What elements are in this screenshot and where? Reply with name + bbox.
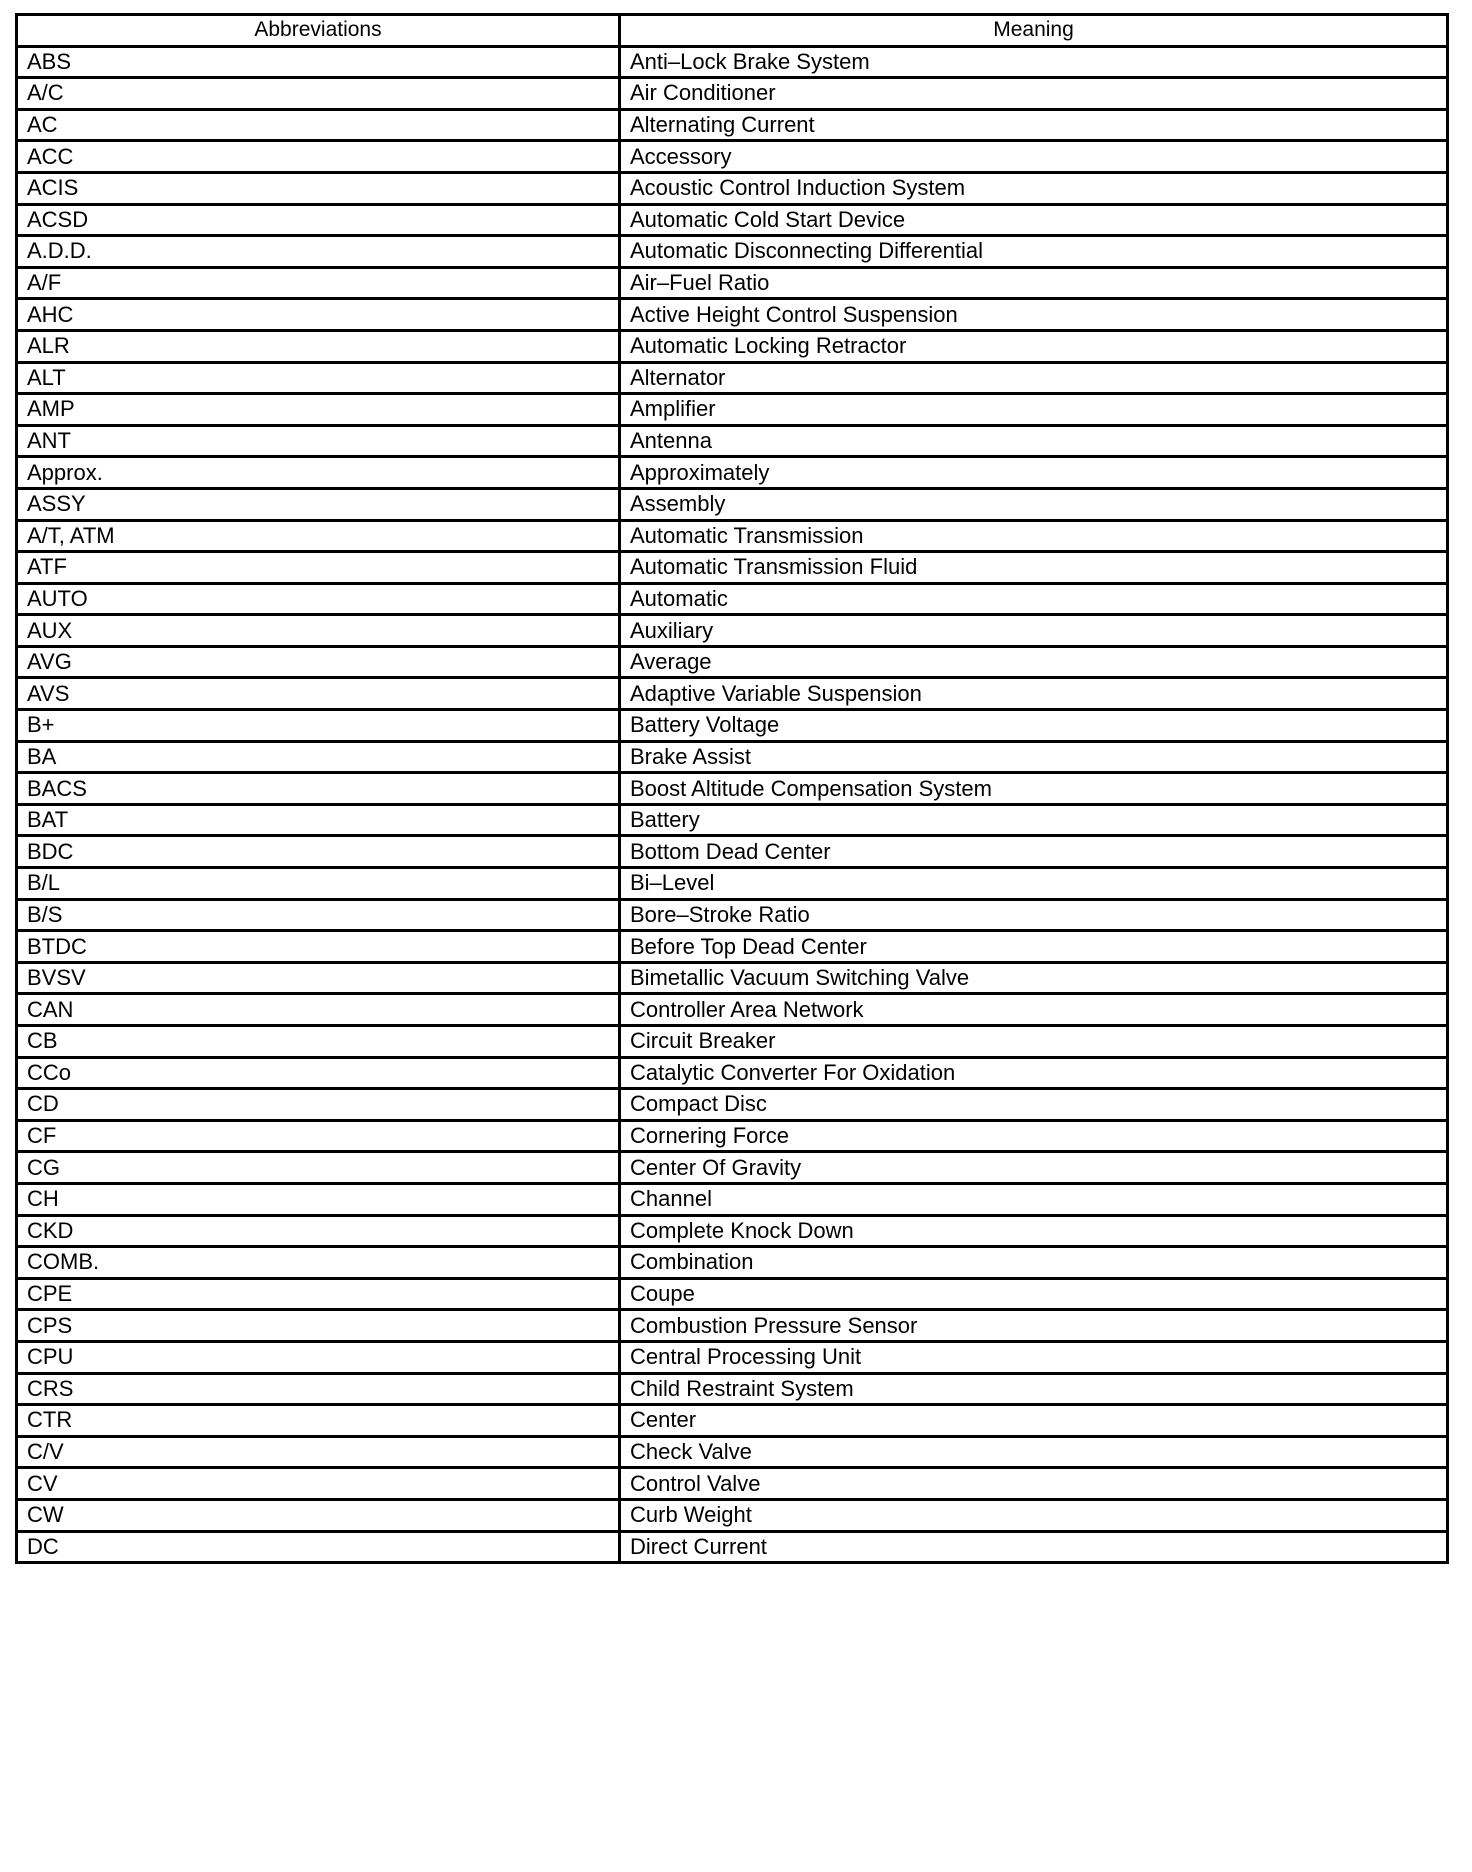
table-row (17, 204, 1448, 236)
meaning-cell: Alternator (620, 362, 1448, 394)
abbreviation-cell: A/C (17, 78, 620, 110)
abbreviation-cell: ACSD (17, 204, 620, 236)
meaning-cell: Before Top Dead Center (620, 931, 1448, 963)
table-row (17, 236, 1448, 268)
table-row (17, 1499, 1448, 1531)
table-row (17, 836, 1448, 868)
meaning-cell: Combination (620, 1247, 1448, 1279)
meaning-cell: Combustion Pressure Sensor (620, 1310, 1448, 1342)
meaning-cell: Acoustic Control Induction System (620, 172, 1448, 204)
abbreviation-cell: BTDC (17, 931, 620, 963)
table-row (17, 678, 1448, 710)
abbreviation-cell: DC (17, 1531, 620, 1563)
meaning-cell: Brake Assist (620, 741, 1448, 773)
abbreviation-cell: B/S (17, 899, 620, 931)
meaning-cell: Auxiliary (620, 615, 1448, 647)
abbreviation-cell: BVSV (17, 962, 620, 994)
abbreviation-cell: AVG (17, 646, 620, 678)
table-row (17, 1183, 1448, 1215)
table-row (17, 931, 1448, 963)
meaning-cell: Accessory (620, 141, 1448, 173)
abbreviation-cell: CV (17, 1468, 620, 1500)
table-row (17, 141, 1448, 173)
abbreviation-cell: CPU (17, 1341, 620, 1373)
meaning-cell: Assembly (620, 488, 1448, 520)
meaning-cell: Automatic (620, 583, 1448, 615)
meaning-cell: Boost Altitude Compensation System (620, 773, 1448, 805)
abbreviation-cell: A.D.D. (17, 236, 620, 268)
table-row (17, 552, 1448, 584)
table-row (17, 1373, 1448, 1405)
table-row (17, 488, 1448, 520)
table-row (17, 1026, 1448, 1058)
abbreviation-cell: AUTO (17, 583, 620, 615)
abbreviation-cell: B+ (17, 710, 620, 742)
table-row (17, 1152, 1448, 1184)
abbreviation-cell: CG (17, 1152, 620, 1184)
table-row (17, 394, 1448, 426)
table-row (17, 994, 1448, 1026)
table-row (17, 1405, 1448, 1437)
abbreviation-cell: BAT (17, 804, 620, 836)
meaning-cell: Battery Voltage (620, 710, 1448, 742)
meaning-cell: Average (620, 646, 1448, 678)
table-header-row (17, 15, 1448, 47)
table-row (17, 425, 1448, 457)
table-row (17, 804, 1448, 836)
abbreviation-cell: ALR (17, 330, 620, 362)
meaning-cell: Approximately (620, 457, 1448, 489)
meaning-cell: Automatic Transmission Fluid (620, 552, 1448, 584)
abbreviation-cell: ASSY (17, 488, 620, 520)
meaning-cell: Automatic Cold Start Device (620, 204, 1448, 236)
abbreviation-cell: CD (17, 1089, 620, 1121)
abbreviation-cell: CTR (17, 1405, 620, 1437)
meaning-cell: Compact Disc (620, 1089, 1448, 1121)
meaning-cell: Complete Knock Down (620, 1215, 1448, 1247)
meaning-cell: Central Processing Unit (620, 1341, 1448, 1373)
table-row (17, 78, 1448, 110)
table-row (17, 520, 1448, 552)
abbreviation-cell: AMP (17, 394, 620, 426)
table-row (17, 1057, 1448, 1089)
table-row (17, 267, 1448, 299)
table-row (17, 46, 1448, 78)
abbreviation-cell: CRS (17, 1373, 620, 1405)
abbreviations-table (15, 13, 1449, 1564)
meaning-cell: Controller Area Network (620, 994, 1448, 1026)
abbreviation-cell: CW (17, 1499, 620, 1531)
abbreviation-cell: CCo (17, 1057, 620, 1089)
abbreviation-cell: CKD (17, 1215, 620, 1247)
table-row (17, 1215, 1448, 1247)
table-row (17, 868, 1448, 900)
meaning-cell: Direct Current (620, 1531, 1448, 1563)
abbreviation-cell: ANT (17, 425, 620, 457)
table-row (17, 899, 1448, 931)
abbreviation-cell: CAN (17, 994, 620, 1026)
meaning-cell: Automatic Disconnecting Differential (620, 236, 1448, 268)
abbreviation-cell: ABS (17, 46, 620, 78)
abbreviation-cell: CH (17, 1183, 620, 1215)
abbreviation-cell: ATF (17, 552, 620, 584)
abbreviation-cell: AC (17, 109, 620, 141)
abbreviation-cell: A/F (17, 267, 620, 299)
meaning-cell: Amplifier (620, 394, 1448, 426)
meaning-cell: Circuit Breaker (620, 1026, 1448, 1058)
table-row (17, 109, 1448, 141)
table-row (17, 1120, 1448, 1152)
abbreviation-cell: ACIS (17, 172, 620, 204)
abbreviation-cell: CPS (17, 1310, 620, 1342)
abbreviation-cell: BA (17, 741, 620, 773)
meaning-cell: Automatic Transmission (620, 520, 1448, 552)
table-row (17, 1341, 1448, 1373)
meaning-cell: Air Conditioner (620, 78, 1448, 110)
meaning-cell: Curb Weight (620, 1499, 1448, 1531)
abbreviation-cell: CPE (17, 1278, 620, 1310)
abbreviation-cell: ALT (17, 362, 620, 394)
meaning-cell: Adaptive Variable Suspension (620, 678, 1448, 710)
table-row (17, 710, 1448, 742)
meaning-cell: Active Height Control Suspension (620, 299, 1448, 331)
abbreviation-cell: BACS (17, 773, 620, 805)
meaning-cell: Bi–Level (620, 868, 1448, 900)
meaning-cell: Center Of Gravity (620, 1152, 1448, 1184)
abbreviation-cell: A/T, ATM (17, 520, 620, 552)
abbreviation-cell: COMB. (17, 1247, 620, 1279)
table-row (17, 1247, 1448, 1279)
meaning-cell: Channel (620, 1183, 1448, 1215)
meaning-cell: Child Restraint System (620, 1373, 1448, 1405)
column-header-meaning: Meaning (620, 15, 1448, 47)
table-row (17, 773, 1448, 805)
table-row (17, 457, 1448, 489)
abbreviation-cell: AUX (17, 615, 620, 647)
meaning-cell: Coupe (620, 1278, 1448, 1310)
meaning-cell: Bore–Stroke Ratio (620, 899, 1448, 931)
meaning-cell: Alternating Current (620, 109, 1448, 141)
abbreviation-cell: ACC (17, 141, 620, 173)
meaning-cell: Control Valve (620, 1468, 1448, 1500)
table-row (17, 583, 1448, 615)
abbreviation-cell: BDC (17, 836, 620, 868)
table-row (17, 962, 1448, 994)
meaning-cell: Battery (620, 804, 1448, 836)
table-body (17, 46, 1448, 1563)
abbreviation-cell: CB (17, 1026, 620, 1058)
table-row (17, 330, 1448, 362)
table-row (17, 362, 1448, 394)
table-row (17, 1436, 1448, 1468)
table-row (17, 172, 1448, 204)
meaning-cell: Antenna (620, 425, 1448, 457)
abbreviation-cell: CF (17, 1120, 620, 1152)
meaning-cell: Cornering Force (620, 1120, 1448, 1152)
abbreviation-cell: C/V (17, 1436, 620, 1468)
meaning-cell: Bottom Dead Center (620, 836, 1448, 868)
table-row (17, 615, 1448, 647)
abbreviation-cell: AVS (17, 678, 620, 710)
table-row (17, 1531, 1448, 1563)
meaning-cell: Air–Fuel Ratio (620, 267, 1448, 299)
table-row (17, 646, 1448, 678)
meaning-cell: Catalytic Converter For Oxidation (620, 1057, 1448, 1089)
table-row (17, 1310, 1448, 1342)
table-row (17, 1089, 1448, 1121)
table-row (17, 1468, 1448, 1500)
table-row (17, 741, 1448, 773)
meaning-cell: Bimetallic Vacuum Switching Valve (620, 962, 1448, 994)
table-row (17, 1278, 1448, 1310)
meaning-cell: Anti–Lock Brake System (620, 46, 1448, 78)
abbreviation-cell: AHC (17, 299, 620, 331)
meaning-cell: Automatic Locking Retractor (620, 330, 1448, 362)
abbreviation-cell: Approx. (17, 457, 620, 489)
abbreviation-cell: B/L (17, 868, 620, 900)
abbreviations-sheet (15, 13, 1446, 1564)
meaning-cell: Center (620, 1405, 1448, 1437)
column-header-abbreviations: Abbreviations (17, 15, 620, 47)
table-row (17, 299, 1448, 331)
meaning-cell: Check Valve (620, 1436, 1448, 1468)
